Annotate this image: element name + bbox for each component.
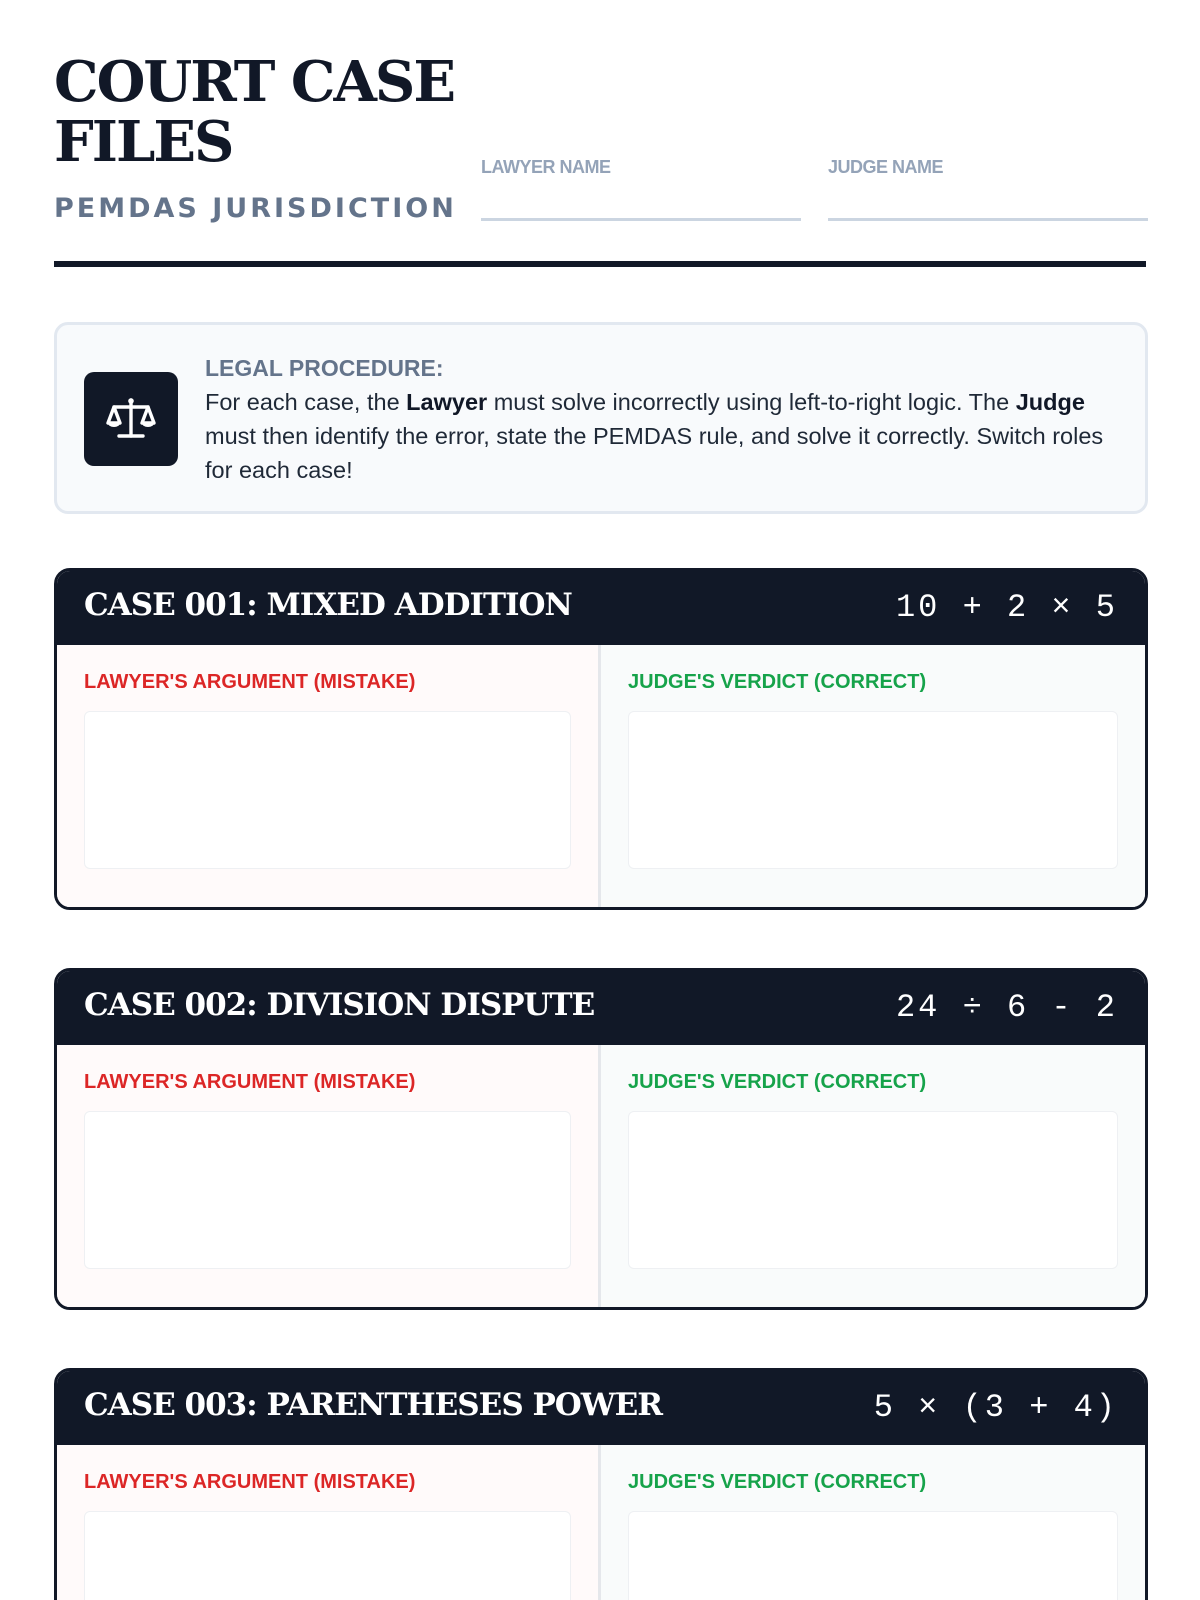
judge-answer-box[interactable] (628, 711, 1118, 869)
judge-verdict-section (601, 1445, 1145, 1600)
judge-name-field[interactable] (828, 157, 1148, 221)
procedure-text-part-1: For each case, the (205, 389, 407, 415)
judge-answer-box[interactable] (628, 1511, 1118, 1600)
legal-procedure-box (54, 322, 1148, 514)
page-header (54, 0, 1146, 268)
lawyer-argument-label: LAWYER'S ARGUMENT (MISTAKE) (84, 1071, 416, 1093)
case-card (54, 568, 1148, 910)
case-expression: 24 ÷ 6 - 2 (895, 989, 1118, 1026)
case-body (57, 1045, 1145, 1307)
judge-name-label: JUDGE NAME (828, 157, 944, 177)
procedure-bold-judge: Judge (1015, 389, 1085, 415)
judge-verdict-label: JUDGE'S VERDICT (CORRECT) (628, 1071, 927, 1093)
lawyer-answer-box[interactable] (84, 1111, 571, 1269)
title-line-1: COURT CASE (54, 49, 455, 115)
case-header (57, 971, 1145, 1045)
scale-icon-graphic (104, 392, 158, 446)
page-title (54, 49, 464, 175)
case-header (57, 571, 1145, 645)
lawyer-name-field[interactable] (481, 157, 801, 221)
header-divider (54, 261, 1146, 267)
lawyer-name-line[interactable] (481, 218, 801, 221)
lawyer-argument-section (57, 645, 601, 907)
page-subtitle: PEMDAS JURISDICTION (54, 193, 457, 224)
lawyer-argument-section (57, 1445, 601, 1600)
procedure-text-part-2: must solve incorrectly using left-to-right logic. The (487, 389, 1016, 415)
case-title: CASE 001: MIXED ADDITION (84, 587, 572, 623)
lawyer-name-label: LAWYER NAME (481, 157, 611, 177)
lawyer-argument-section (57, 1045, 601, 1307)
case-expression: 5 × (3 + 4) (873, 1389, 1118, 1426)
case-expression: 10 + 2 × 5 (895, 589, 1118, 626)
title-line-2: FILES (54, 109, 233, 175)
scale-of-justice-icon (84, 372, 178, 466)
judge-name-line[interactable] (828, 218, 1148, 221)
case-title: CASE 003: PARENTHESES POWER (84, 1387, 663, 1423)
lawyer-argument-label: LAWYER'S ARGUMENT (MISTAKE) (84, 1471, 416, 1493)
procedure-heading: LEGAL PROCEDURE: (205, 355, 444, 381)
judge-verdict-section (601, 1045, 1145, 1307)
lawyer-argument-label: LAWYER'S ARGUMENT (MISTAKE) (84, 671, 416, 693)
judge-verdict-label: JUDGE'S VERDICT (CORRECT) (628, 1471, 927, 1493)
judge-verdict-label: JUDGE'S VERDICT (CORRECT) (628, 671, 927, 693)
case-title: CASE 002: DIVISION DISPUTE (84, 987, 595, 1023)
case-body (57, 1445, 1145, 1600)
case-card (54, 1368, 1148, 1600)
lawyer-answer-box[interactable] (84, 711, 571, 869)
judge-verdict-section (601, 645, 1145, 907)
procedure-bold-lawyer: Lawyer (406, 389, 488, 415)
procedure-text (205, 385, 1115, 487)
procedure-text-part-3: must then identify the error, state the PEMDAS rule, and solve it correctly. Switch roles for each case! (205, 423, 1104, 483)
case-body (57, 645, 1145, 907)
case-header (57, 1371, 1145, 1445)
case-card (54, 968, 1148, 1310)
judge-answer-box[interactable] (628, 1111, 1118, 1269)
lawyer-answer-box[interactable] (84, 1511, 571, 1600)
